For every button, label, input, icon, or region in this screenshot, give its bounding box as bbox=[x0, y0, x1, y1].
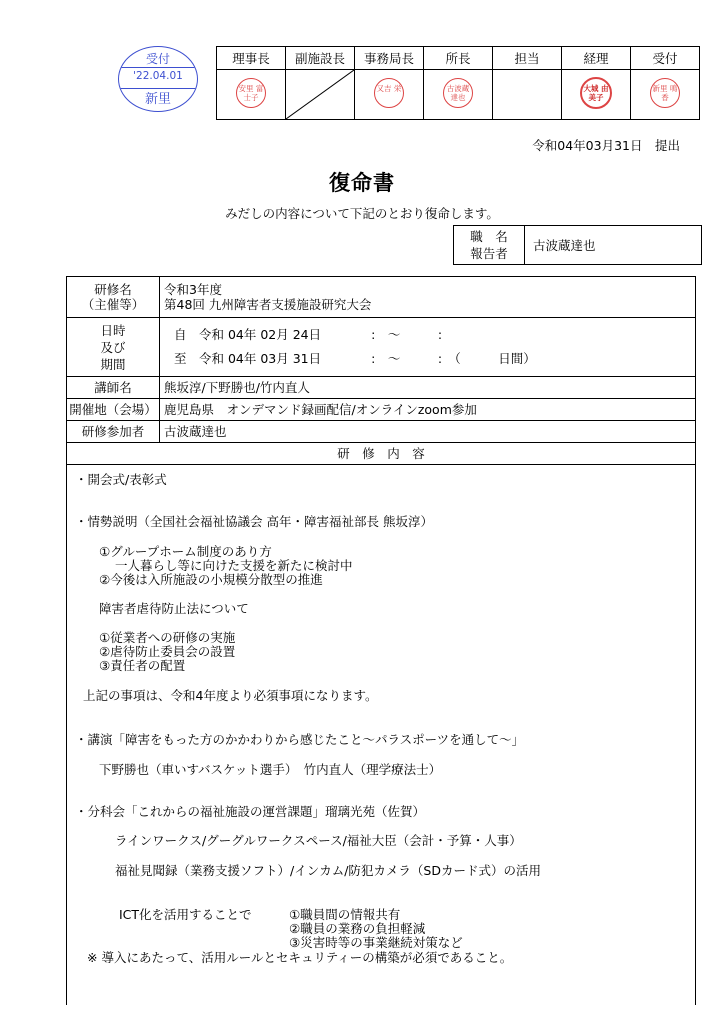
participant-label: 研修参加者 bbox=[67, 421, 160, 443]
content-item: 一人暮らし等に向けた支援を新たに検討中 bbox=[115, 558, 353, 573]
period-cell bbox=[160, 318, 696, 377]
reporter-box bbox=[453, 225, 702, 265]
training-content bbox=[66, 465, 696, 1005]
content-subheading: 障害者虐待防止法について bbox=[99, 601, 249, 616]
training-name-line-1: 令和3年度 bbox=[164, 282, 222, 297]
approval-cell-reception bbox=[631, 70, 700, 120]
reporter-name: 古波蔵達也 bbox=[525, 226, 702, 265]
approval-header-chairman: 理事長 bbox=[217, 47, 286, 70]
content-lecture-heading: ・講演「障害をもった方のかかわりから感じたこと～パラスポーツを通して～」 bbox=[75, 732, 525, 747]
seal-stamp-director: 古波蔵 達也 bbox=[443, 78, 473, 108]
seal-stamp-chairman: 安里 富士子 bbox=[236, 78, 266, 108]
approval-header-director: 所長 bbox=[424, 47, 493, 70]
approval-table bbox=[216, 46, 700, 120]
content-tools: 福祉見聞録（業務支援ソフト）/インカム/防犯カメラ（SDカード式）の活用 bbox=[115, 863, 541, 878]
position-label: 職 名 bbox=[470, 229, 508, 244]
period-to: 至 令和 04年 03月 31日 : ～ : （ 日間） bbox=[174, 351, 536, 366]
lecturer-label: 講師名 bbox=[67, 377, 160, 399]
participant-value: 古波蔵達也 bbox=[160, 421, 696, 443]
content-item: ①職員間の情報共有 bbox=[289, 907, 401, 922]
training-name-line-2: 第48回 九州障害者支援施設研究大会 bbox=[164, 297, 372, 312]
approval-header-accounting: 経理 bbox=[562, 47, 631, 70]
approval-cell-staff bbox=[493, 70, 562, 120]
content-lecturers: 下野勝也（車いすバスケット選手） 竹内直人（理学療法士） bbox=[99, 762, 442, 777]
content-header: 研 修 内 容 bbox=[67, 443, 696, 465]
approval-header-reception: 受付 bbox=[631, 47, 700, 70]
document-subtitle: みだしの内容について下記のとおり復命します。 bbox=[225, 206, 499, 221]
content-item: ①従業者への研修の実施 bbox=[99, 630, 236, 645]
period-label-cell bbox=[67, 318, 160, 377]
content-item: ③責任者の配置 bbox=[99, 658, 186, 673]
training-name-label: 研修名 bbox=[94, 282, 132, 297]
period-label-date: 日時 bbox=[100, 322, 126, 338]
period-label-and: 及び bbox=[100, 339, 126, 355]
received-stamp-label: 受付 bbox=[145, 52, 170, 66]
content-caution: ※ 導入にあたって、活用ルールとセキュリティーの構築が必須であること。 bbox=[87, 950, 513, 965]
content-item: ①グループホーム制度のあり方 bbox=[99, 544, 272, 559]
approval-header-staff: 担当 bbox=[493, 47, 562, 70]
content-tools: ラインワークス/グーグルワークスペース/福祉大臣（会計・予算・人事） bbox=[115, 833, 522, 848]
content-situation-heading: ・情勢説明（全国社会福祉協議会 高年・障害福祉部長 熊坂淳） bbox=[75, 514, 433, 529]
training-organizer-label: （主催等） bbox=[81, 297, 145, 312]
content-item: ②今後は入所施設の小規模分散型の推進 bbox=[99, 572, 323, 587]
document-title: 復命書 bbox=[329, 171, 395, 195]
training-name-label-cell bbox=[67, 277, 160, 318]
approval-header-secretary-general: 事務局長 bbox=[355, 47, 424, 70]
approval-cell-vice-director bbox=[286, 70, 355, 120]
period-label-duration: 期間 bbox=[100, 356, 126, 372]
approval-cell-director bbox=[424, 70, 493, 120]
content-session-heading: ・分科会「これからの福祉施設の運営課題」瑠璃光苑（佐賀） bbox=[75, 804, 426, 819]
seal-stamp-secretary-general: 又吉 栄 bbox=[374, 78, 404, 108]
venue-label: 開催地（会場） bbox=[67, 399, 160, 421]
content-item: ②虐待防止委員会の設置 bbox=[99, 644, 236, 659]
approval-cell-chairman bbox=[217, 70, 286, 120]
content-note: 上記の事項は、令和4年度より必須事項になります。 bbox=[83, 688, 378, 703]
reporter-label: 報告者 bbox=[470, 246, 508, 261]
venue-value: 鹿児島県 オンデマンド録画配信/オンラインzoom参加 bbox=[160, 399, 696, 421]
received-stamp-date: '22.04.01 bbox=[133, 70, 183, 82]
reporter-labels bbox=[454, 226, 525, 265]
empty-slash-mark bbox=[286, 70, 354, 119]
approval-cell-secretary-general bbox=[355, 70, 424, 120]
submit-date: 令和04年03月31日 提出 bbox=[532, 138, 680, 153]
content-item: ②職員の業務の負担軽減 bbox=[289, 921, 426, 936]
seal-stamp-accounting: 大城 由美子 bbox=[580, 77, 612, 109]
seal-stamp-reception: 新里 鳴香 bbox=[650, 78, 680, 108]
period-from: 自 令和 04年 02月 24日 : ～ : bbox=[174, 327, 443, 342]
received-stamp-name: 新里 bbox=[144, 92, 171, 107]
lecturer-value: 熊坂淳/下野勝也/竹内直人 bbox=[160, 377, 696, 399]
received-stamp bbox=[118, 46, 198, 112]
content-opening: ・開会式/表彰式 bbox=[75, 472, 167, 487]
approval-header-vice-director: 副施設長 bbox=[286, 47, 355, 70]
training-name-cell bbox=[160, 277, 696, 318]
content-item: ③災害時等の事業継続対策など bbox=[289, 935, 463, 950]
approval-cell-accounting bbox=[562, 70, 631, 120]
content-ict-intro: ICT化を活用することで bbox=[119, 907, 252, 922]
training-info-table bbox=[66, 276, 696, 465]
